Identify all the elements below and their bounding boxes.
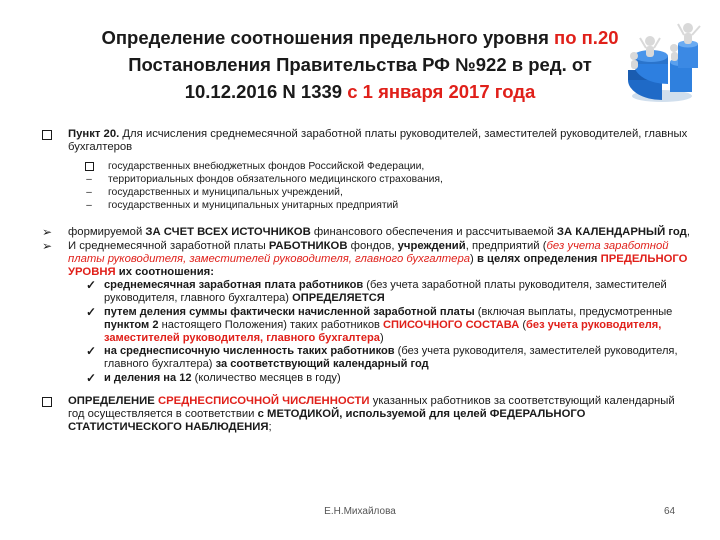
check-item: ✓ на среднесписочную численность таких работников (без учета руководителя, заместителей руководителя, главного бухгалтера) за соответствующий календарный год xyxy=(85,344,678,371)
list-item: – государственных и муниципальных унитарных предприятий xyxy=(40,199,690,212)
slide-content xyxy=(40,128,690,434)
slide-title: Определение соотношения предельного уровня по п.20 Постановления Правительства РФ №922 в ред. от 10.12.2016 N 1339 с 1 января 2017 года xyxy=(101,27,619,102)
square-bullet-icon xyxy=(40,395,54,411)
list-item: – государственных и муниципальных учреждений, xyxy=(40,186,690,199)
check-item: ✓ путем деления суммы фактически начисленной заработной платы (включая выплаты, предусмотренные пунктом 2 настоящего Положения) таких работников СПИСОЧНОГО СОСТАВА (без учета руководителя, заместителей руководителя, главного бухгалтера) xyxy=(85,304,673,345)
business-people-chart-illustration xyxy=(620,8,710,108)
checkmark-icon: ✓ xyxy=(85,344,97,359)
checkmark-icon: ✓ xyxy=(85,370,97,385)
block-average-headcount: ОПРЕДЕЛЕНИЕ СРЕДНЕСПИСОЧНОЙ ЧИСЛЕННОСТИ указанных работников за соответствующий календарный год осуществляется в соответствии с МЕТОДИКОЙ, используемой для целей ФЕДЕРАЛЬНОГО СТАТИСТИЧЕСКОГО НАБЛЮДЕНИЯ; xyxy=(40,395,690,435)
list-item: государственных внебюджетных фондов Российской Федерации, xyxy=(40,160,690,173)
page-number: 64 xyxy=(664,506,676,517)
check-item: ✓ среднемесячная заработная плата работников (без учета заработной платы руководителя, заместителей руководителя, главного бухгалтера) ОПРЕДЕЛЯЕТСЯ xyxy=(85,278,667,305)
arrow-item-workers-salary: ➢ И среднемесячной заработной платы РАБОТНИКОВ фондов, учреждений, предприятий (без учета заработной платы руководителя, заместителей руководителя, главного бухгалтера) в целях определения ПРЕДЕЛЬНОГО УРОВНЯ их соотношения: xyxy=(41,238,688,279)
block-point-20: Пункт 20. Для исчисления среднемесячной заработной платы руководителей, заместителей руководителей, главных бухгалтеров xyxy=(40,128,690,154)
list-item: – территориальных фондов обязательного медицинского страхования, xyxy=(40,173,690,186)
square-bullet-icon xyxy=(40,128,54,144)
arrow-item-all-sources: ➢ формируемой ЗА СЧЕТ ВСЕХ ИСТОЧНИКОВ финансового обеспечения и рассчитываемой ЗА КАЛЕНДАРНЫЙ год, xyxy=(41,225,690,240)
arrow-bullet-icon: ➢ xyxy=(41,238,53,253)
checkmark-icon: ✓ xyxy=(85,304,97,319)
arrow-bullet-icon: ➢ xyxy=(41,225,53,240)
dash-bullet-icon: – xyxy=(86,200,92,212)
dash-bullet-icon: – xyxy=(86,174,92,186)
footer-author: Е.Н.Михайлова xyxy=(324,506,396,517)
check-item: ✓ и деления на 12 (количество месяцев в году) xyxy=(85,370,341,385)
checkmark-icon: ✓ xyxy=(85,278,97,293)
dash-bullet-icon: – xyxy=(86,187,92,199)
